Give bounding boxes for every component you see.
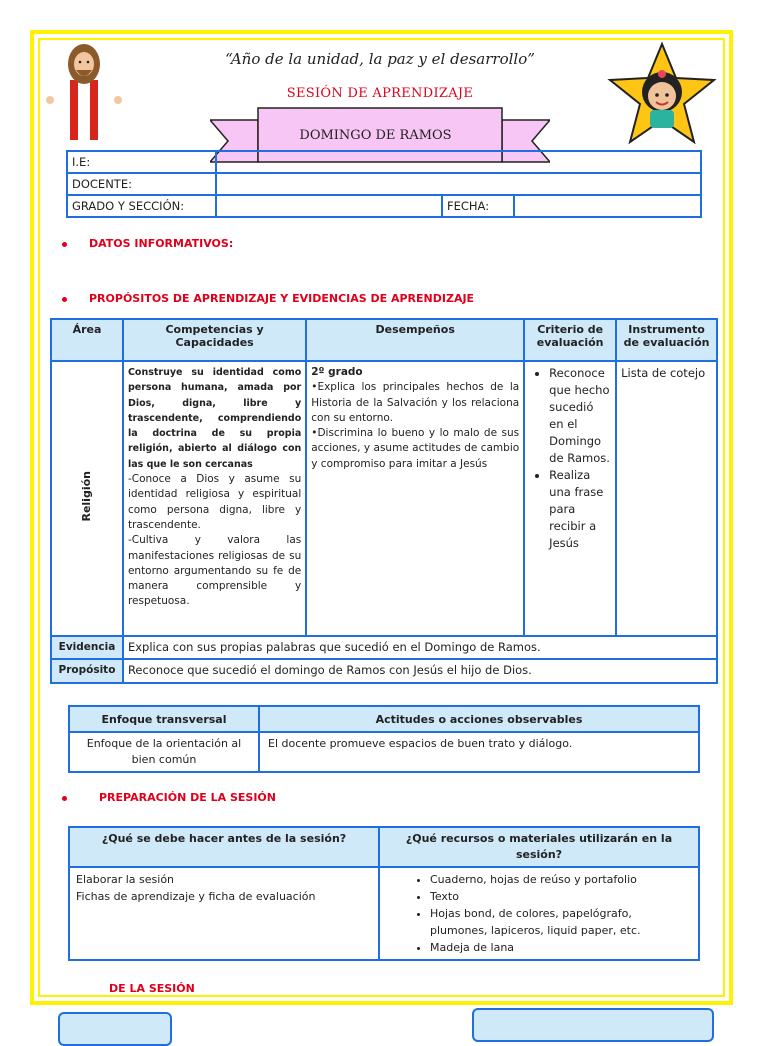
recurso-item: • Madeja de lana <box>430 939 692 956</box>
desempeno-2: •Discrimina lo bueno y lo malo de sus acciones, y asume actitudes de cambio y compromiso para imitar a Jesús <box>311 427 520 470</box>
competencias-cell <box>123 361 306 636</box>
header-actitudes: Actitudes o acciones observables <box>259 706 699 732</box>
antes-item: Elaborar la sesión <box>76 873 175 886</box>
recurso-item: • Hojas bond, de colores, papelógrafo, plumones, lapiceros, liquid paper, etc. <box>430 905 692 939</box>
grado-text: 2º grado <box>311 366 363 378</box>
header-antes: ¿Qué se debe hacer antes de la sesión? <box>69 827 379 867</box>
propositos-table <box>50 318 718 684</box>
actitud-text: El docente promueve espacios de buen trato y diálogo. <box>259 732 699 772</box>
header-enfoque: Enfoque transversal <box>69 706 259 732</box>
proposito-text: Reconoce que sucedió el domingo de Ramos con Jesús el hijo de Dios. <box>123 659 717 682</box>
capacidad-1: -Conoce a Dios y asume su identidad religiosa y espiritual como persona digna, libre y trascendente. <box>127 473 302 531</box>
enfoque-text: Enfoque de la orientación al bien común <box>69 732 259 772</box>
grado-value[interactable] <box>216 195 442 217</box>
criterio-cell <box>524 361 616 636</box>
enfoque-table <box>68 705 700 773</box>
competencia-text: Construye su identidad como persona humana, amada por Dios, digna, libre y trascendente, comprendiendo la doctrina de su propia religión, abierto al diálogo con las que le son cercanas <box>127 367 302 470</box>
section-momentos: DE LA SESIÓN <box>109 982 195 995</box>
fecha-value[interactable] <box>514 195 701 217</box>
evidencia-text: Explica con sus propias palabras que sucedió en el Domingo de Ramos. <box>123 636 717 659</box>
desempeno-1: •Explica los principales hechos de la Historia de la Salvación y los relaciona con su entorno. <box>311 381 520 424</box>
docente-value[interactable] <box>216 173 701 195</box>
session-title: SESIÓN DE APRENDIZAJE <box>286 86 474 101</box>
capacidad-2: -Cultiva y valora las manifestaciones religiosas de su entorno argumentando su fe de manera comprensible y respetuosa. <box>127 534 302 608</box>
section-datos: DATOS INFORMATIVOS: <box>62 237 233 250</box>
recursos-cell <box>379 867 699 960</box>
ie-label: I.E: <box>67 151 216 173</box>
preparacion-table <box>68 826 700 961</box>
evidencia-label: Evidencia <box>51 636 123 659</box>
section-preparacion: PREPARACIÓN DE LA SESIÓN <box>62 791 276 804</box>
banner-title: DOMINGO DE RAMOS <box>299 128 452 143</box>
header-desempenos: Desempeños <box>306 319 524 361</box>
header-area: Área <box>51 319 123 361</box>
motto: “Año de la unidad, la paz y el desarrollo” <box>225 50 535 68</box>
instrumento-cell: Lista de cotejo <box>616 361 717 636</box>
bottom-box-left <box>58 1012 172 1046</box>
girl-star-illustration <box>606 40 718 148</box>
header-instrumento: Instrumento de evaluación <box>616 319 717 361</box>
docente-label: DOCENTE: <box>67 173 216 195</box>
antes-cell <box>69 867 379 960</box>
ie-value[interactable] <box>216 151 701 173</box>
section-propositos: PROPÓSITOS DE APRENDIZAJE Y EVIDENCIAS DE APRENDIZAJE <box>62 292 474 305</box>
antes-item: Fichas de aprendizaje y ficha de evaluación <box>76 890 316 903</box>
info-table <box>66 150 702 218</box>
header-criterio: Criterio de evaluación <box>524 319 616 361</box>
fecha-label: FECHA: <box>442 195 514 217</box>
header-competencias: Competencias y Capacidades <box>123 319 306 361</box>
jesus-illustration <box>40 40 128 152</box>
desempenos-cell <box>306 361 524 636</box>
proposito-label: Propósito <box>51 659 123 682</box>
header-recursos: ¿Qué recursos o materiales utilizarán en la sesión? <box>379 827 699 867</box>
area-cell <box>51 361 123 636</box>
bottom-box-right <box>472 1008 714 1042</box>
criterio-item: • Realiza una frase para recibir a Jesús <box>549 467 611 552</box>
recurso-item: • Texto <box>430 888 692 905</box>
recurso-item: • Cuaderno, hojas de reúso y portafolio <box>430 871 692 888</box>
area-text: Religión <box>80 470 94 522</box>
grado-label: GRADO Y SECCIÓN: <box>67 195 216 217</box>
criterio-item: • Reconoce que hecho sucedió en el Domingo de Ramos. <box>549 365 611 467</box>
